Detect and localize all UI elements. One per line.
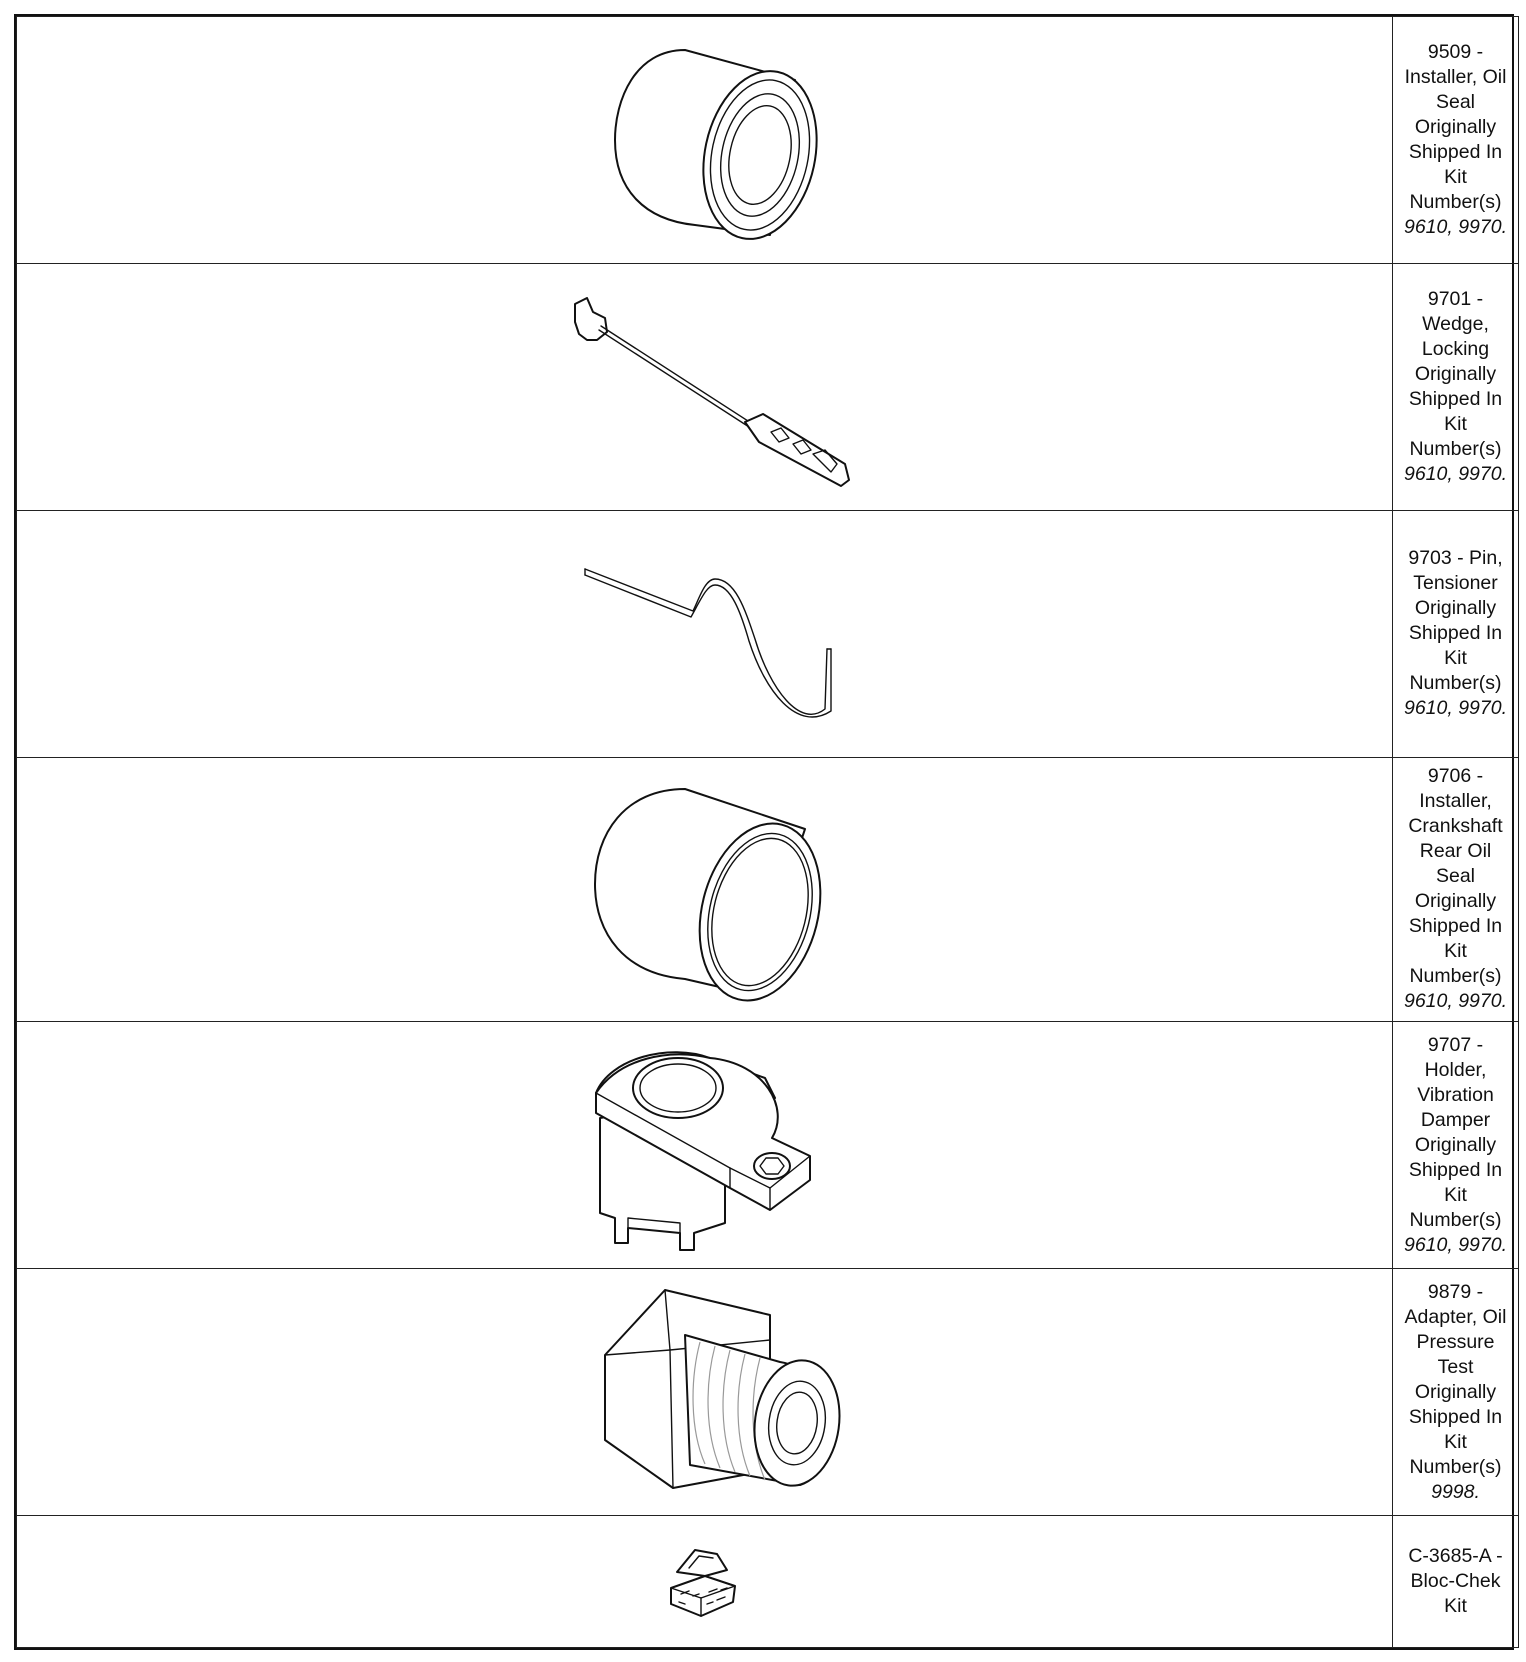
tool-illustration-cell: [17, 1269, 1393, 1516]
table-row: [17, 1516, 1519, 1648]
shipped-line: Kit: [1444, 940, 1467, 963]
shipped-line: Shipped In: [1408, 1158, 1503, 1181]
tool-description-9703: [1393, 510, 1519, 757]
tool-name-line: Seal: [1435, 865, 1476, 888]
shipped-line: Number(s): [1409, 965, 1502, 988]
tool-name-line: Vibration: [1417, 1083, 1494, 1106]
shipped-line: Kit: [1444, 412, 1467, 435]
shipped-line: Shipped In: [1408, 622, 1503, 645]
shipped-line: Number(s): [1409, 1455, 1502, 1478]
tool-name-line: Locking: [1421, 337, 1490, 360]
kit-numbers: 9610, 9970.: [1403, 697, 1507, 720]
shipped-line: Kit: [1444, 647, 1467, 670]
table-row: [17, 263, 1519, 510]
tool-name-line: Kit: [1444, 1595, 1467, 1618]
shipped-line: Originally: [1414, 1133, 1497, 1156]
tool-name-line: Bloc-Chek: [1410, 1570, 1501, 1593]
shipped-line: Kit: [1444, 165, 1467, 188]
table-row: [17, 1269, 1519, 1516]
shipped-line: Kit: [1444, 1183, 1467, 1206]
shipped-line: Shipped In: [1408, 140, 1503, 163]
tool-number: C-3685-A -: [1408, 1545, 1503, 1568]
shipped-line: Originally: [1414, 115, 1497, 138]
shipped-line: Kit: [1444, 1430, 1467, 1453]
table-row: [17, 1022, 1519, 1269]
tool-name-line: Tensioner: [1413, 572, 1498, 595]
tool-name-line: Test: [1437, 1355, 1474, 1378]
tool-description-9707: [1393, 1022, 1519, 1269]
bloc-chek-kit-drawing: [655, 1542, 755, 1622]
tool-name-line: Holder,: [1424, 1058, 1487, 1081]
shipped-line: Originally: [1414, 1380, 1497, 1403]
kit-numbers: 9998.: [1431, 1480, 1480, 1503]
tool-number: 9703 - Pin,: [1408, 547, 1503, 570]
tool-name-line: Wedge,: [1422, 312, 1489, 335]
shipped-line: Originally: [1414, 597, 1497, 620]
table-row: [17, 757, 1519, 1022]
kit-numbers: 9610, 9970.: [1403, 1233, 1507, 1256]
shipped-line: Originally: [1414, 890, 1497, 913]
locking-wedge-drawing: [545, 282, 865, 492]
tool-name-line: Installer,: [1419, 790, 1492, 813]
oil-seal-installer-drawing: [585, 30, 825, 250]
special-tools-table: [16, 16, 1519, 1648]
shipped-line: Shipped In: [1408, 1405, 1503, 1428]
tool-number: 9701 -: [1427, 287, 1484, 310]
tool-illustration-cell: [17, 1022, 1393, 1269]
kit-numbers: 9610, 9970.: [1403, 462, 1507, 485]
table-row: [17, 510, 1519, 757]
shipped-line: Number(s): [1409, 1208, 1502, 1231]
tool-name-line: Pressure: [1416, 1330, 1495, 1353]
kit-numbers: 9610, 9970.: [1403, 990, 1507, 1013]
shipped-line: Number(s): [1409, 437, 1502, 460]
tool-description-9706: [1393, 757, 1519, 1022]
tool-table-frame: [14, 14, 1514, 1650]
tool-description-c-3685-a: [1393, 1516, 1519, 1648]
tensioner-pin-drawing: [565, 539, 845, 729]
tool-number: 9707 -: [1427, 1033, 1484, 1056]
shipped-line: Shipped In: [1408, 915, 1503, 938]
table-row: [17, 17, 1519, 264]
shipped-line: Originally: [1414, 362, 1497, 385]
tool-number: 9509 -: [1427, 40, 1484, 63]
crankshaft-rear-oil-seal-installer-drawing: [575, 774, 835, 1004]
shipped-line: Number(s): [1409, 190, 1502, 213]
tool-name-line: Adapter, Oil: [1404, 1305, 1507, 1328]
tool-name-line: Seal: [1435, 90, 1476, 113]
tool-number: 9706 -: [1427, 765, 1484, 788]
tool-description-9879: [1393, 1269, 1519, 1516]
tool-illustration-cell: [17, 757, 1393, 1022]
tool-description-9509: [1393, 17, 1519, 264]
tool-name-line: Damper: [1420, 1108, 1491, 1131]
shipped-line: Shipped In: [1408, 387, 1503, 410]
tool-illustration-cell: [17, 1516, 1393, 1648]
oil-pressure-test-adapter-drawing: [565, 1280, 845, 1505]
vibration-damper-holder-drawing: [560, 1038, 850, 1253]
tool-illustration-cell: [17, 263, 1393, 510]
tool-number: 9879 -: [1427, 1280, 1484, 1303]
shipped-line: Number(s): [1409, 672, 1502, 695]
kit-numbers: 9610, 9970.: [1403, 215, 1507, 238]
tool-description-9701: [1393, 263, 1519, 510]
tool-name-line: Installer, Oil: [1404, 65, 1507, 88]
tool-name-line: Rear Oil: [1419, 840, 1492, 863]
tool-illustration-cell: [17, 17, 1393, 264]
tool-illustration-cell: [17, 510, 1393, 757]
tool-name-line: Crankshaft: [1408, 815, 1503, 838]
